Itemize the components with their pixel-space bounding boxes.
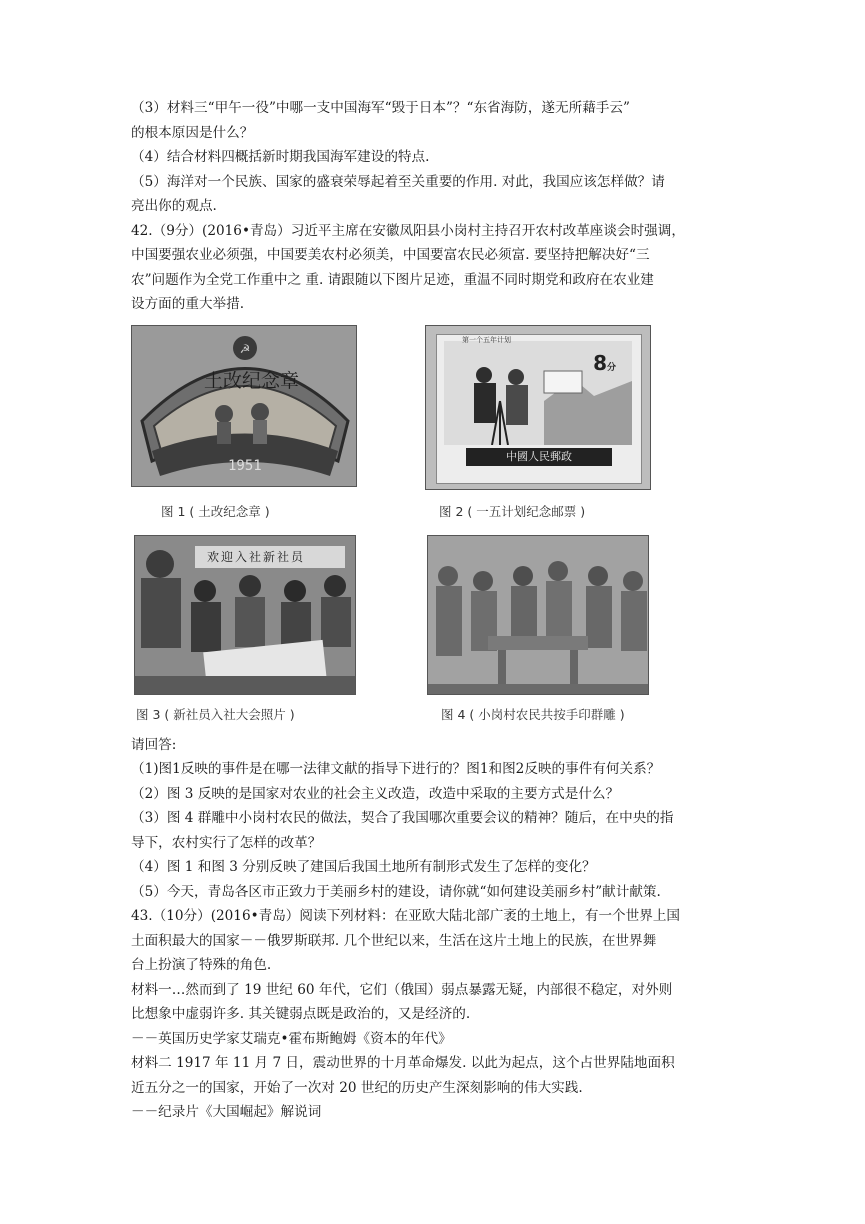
- q42-question-line: （3）图 4 群雕中小岗村农民的做法，契合了我国哪次重要会议的精神？随后，在中央的指: [131, 810, 674, 826]
- five-year-plan-stamp-image: [425, 325, 651, 490]
- figure-1-caption: 图 1 ( 土改纪念章 ): [161, 503, 270, 519]
- stamp-bottom-text: 中國人民郵政: [466, 448, 612, 466]
- q42-question-line: （5）今天，青岛各区市正致力于美丽乡村的建设，请你就“如何建设美丽乡村”献计献策.: [131, 883, 661, 900]
- badge-inscription: 土改纪念章: [204, 369, 300, 392]
- q42-question-line: （1)图1反映的事件是在哪一法律文献的指导下进行的？图1和图2反映的事件有何关系？: [131, 761, 661, 777]
- q41-line: 的根本原因是什么？: [131, 124, 254, 141]
- q42-intro: [131, 219, 741, 317]
- figure-3-caption: 图 3 ( 新社员入社大会照片 ): [136, 706, 295, 722]
- q41-continuation: [131, 96, 741, 219]
- q42-intro-line: 中国要强农业必须强，中国要美农村必须美，中国要富农民必须富. 要坚持把解决好“三: [131, 247, 650, 263]
- photo-banner-text: 欢迎入社新社员: [207, 549, 306, 564]
- svg-text:☭: ☭: [239, 341, 251, 356]
- q42-question-line: 导下，农村实行了怎样的改革？: [131, 834, 322, 851]
- q43-line: 近五分之一的国家，开始了一次对 20 世纪的历史产生深刻影响的伟大实践.: [131, 1079, 583, 1096]
- land-reform-badge-image: [131, 325, 357, 487]
- figure-2-caption: 图 2 ( 一五计划纪念邮票 ): [439, 503, 586, 519]
- q41-line: 亮出你的观点.: [131, 198, 217, 214]
- document-page: [131, 96, 741, 1125]
- stamp-top-text: 第一个五年计划: [462, 335, 511, 344]
- q42-intro-line: 设方面的重大举措.: [131, 296, 245, 312]
- q42-intro-line: 农”问题作为全党工作重中之 重. 请跟随以下图片足迹，重温不同时期党和政府在农业建: [131, 271, 654, 288]
- badge-year: 1951: [228, 457, 262, 474]
- q43-line: －－纪录片《大国崛起》解说词: [131, 1104, 322, 1120]
- q42-question-line: 请回答:: [131, 736, 177, 753]
- q43-line: 比想象中虚弱许多. 其关键弱点既是政治的，又是经济的.: [131, 1006, 471, 1022]
- q42-question-line: （2）图 3 反映的是国家对农业的社会主义改造，改造中采取的主要方式是什么？: [131, 785, 620, 802]
- xiaogang-sculpture-image: [427, 535, 649, 695]
- q42-intro-line: 42.（9分）(2016•青岛）习近平主席在安徽凤阳县小岗村主持召开农村改革座谈会时强调，: [131, 222, 685, 239]
- q42-questions: [131, 733, 741, 905]
- q43-line: 台上扮演了特殊的角色.: [131, 957, 272, 973]
- stamp-picture: [444, 341, 632, 445]
- q43-line: 材料一…然而到了 19 世纪 60 年代，它们（俄国）弱点暴露无疑，内部很不稳定，对外则: [131, 981, 673, 998]
- q41-line: （5）海洋对一个民族、国家的盛衰荣辱起着至关重要的作用. 对此，我国应该怎样做？请: [131, 173, 665, 190]
- q43-line: 43.（10分）(2016•青岛）阅读下列材料：在亚欧大陆北部广袤的土地上，有一个世界上国: [131, 908, 681, 924]
- q41-line: （4）结合材料四概括新时期我国海军建设的特点.: [131, 149, 430, 165]
- q41-line: （3）材料三“甲午一役”中哪一支中国海军“毁于日本”？“东省海防，遂无所藉手云”: [131, 100, 630, 116]
- q43-material: [131, 904, 741, 1125]
- q43-line: －－英国历史学家艾瑞克•霍布斯鲍姆《资本的年代》: [131, 1030, 452, 1047]
- q43-line: 材料二 1917 年 11 月 7 日，震动世界的十月革命爆发. 以此为起点，这个占世界陆地面积: [131, 1055, 675, 1071]
- stamp-value: 8分: [593, 350, 616, 375]
- figure-grid: [131, 325, 741, 731]
- q42-question-line: （4）图 1 和图 3 分别反映了建国后我国土地所有制形式发生了怎样的变化？: [131, 859, 596, 875]
- figure-4-caption: 图 4 ( 小岗村农民共按手印群雕 ): [441, 706, 625, 722]
- cooperative-meeting-photo: [134, 535, 356, 695]
- q43-line: 土面积最大的国家－－俄罗斯联邦. 几个世纪以来，生活在这片土地上的民族，在世界舞: [131, 932, 657, 949]
